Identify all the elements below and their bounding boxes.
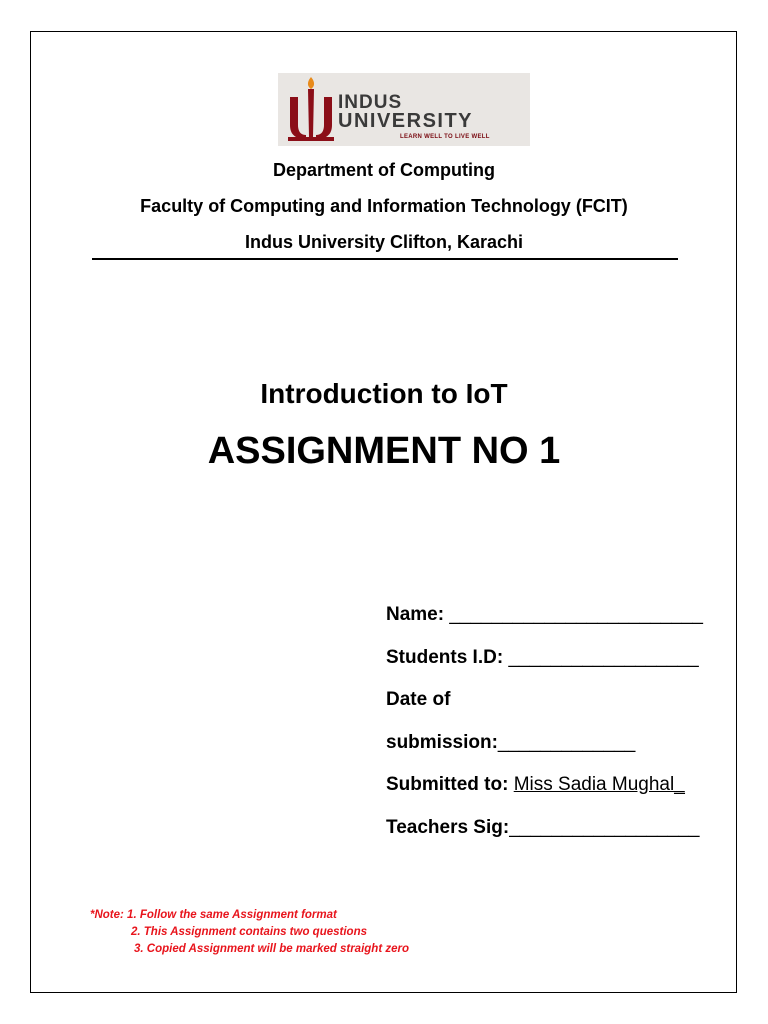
teacher-signature-field: [386, 817, 699, 839]
torch-mark-icon: [284, 75, 338, 145]
university-logo: [278, 73, 530, 146]
submission-field: [386, 732, 635, 754]
course-title: Introduction to IoT: [260, 378, 508, 409]
submission-label: submission:: [386, 732, 498, 753]
signature-label: Teachers Sig:: [386, 817, 510, 838]
signature-blank: __________________: [509, 817, 700, 838]
logo-wordmark: [338, 93, 473, 131]
header-divider: [92, 258, 678, 260]
department-heading: Department of Computing: [273, 160, 495, 180]
submission-blank: _____________: [497, 732, 636, 753]
teacher-name: Miss Sadia Mughal_: [513, 774, 685, 795]
note-line-3: 3. Copied Assignment will be marked straight zero: [134, 943, 409, 955]
logo-tagline: LEARN WELL TO LIVE WELL: [400, 134, 490, 140]
name-field: [386, 604, 703, 626]
submitted-to-label: Submitted to:: [386, 774, 514, 795]
student-id-label: Students I.D:: [386, 647, 509, 668]
note-line-2: 2. This Assignment contains two questions: [131, 926, 367, 938]
university-heading: Indus University Clifton, Karachi: [244, 232, 524, 252]
logo-line1: INDUS: [338, 92, 403, 113]
submitted-to-field: [386, 774, 685, 796]
note-line-1: *Note: 1. Follow the same Assignment format: [90, 909, 337, 921]
name-blank: ________________________: [449, 604, 703, 625]
student-id-field: [386, 647, 699, 669]
student-id-blank: __________________: [508, 647, 699, 668]
date-of-label: Date of: [386, 689, 451, 710]
assignment-title: ASSIGNMENT NO 1: [207, 430, 561, 472]
logo-line2: UNIVERSITY: [338, 110, 474, 132]
faculty-heading: Faculty of Computing and Information Technology (FCIT): [140, 196, 628, 216]
name-label: Name:: [386, 604, 450, 625]
